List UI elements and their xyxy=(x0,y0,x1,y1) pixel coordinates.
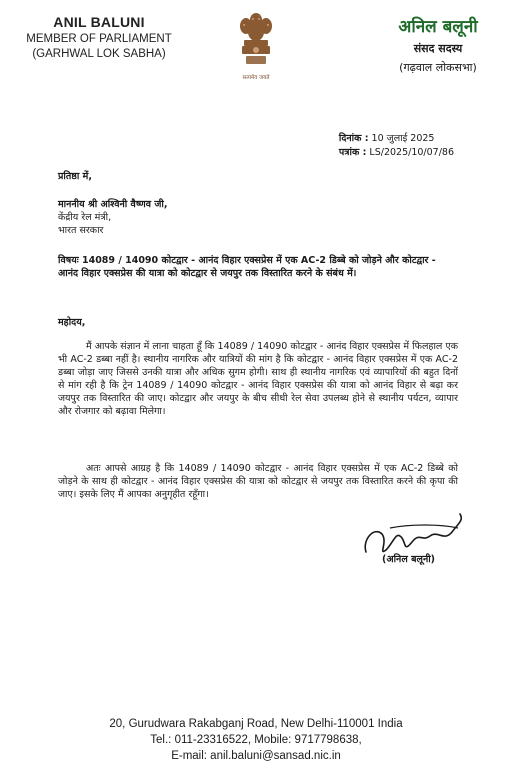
addressee-block xyxy=(58,198,458,237)
designation-hindi: संसद सदस्य xyxy=(413,42,463,55)
body-paragraph-2: अतः आपसे आग्रह है कि 14089 / 14090 कोटद्वार - आनंद विहार एक्सप्रेस में एक AC-2 डिब्बे को जोड़ने के साथ ही कोटद्वार - आनंद विहार एक्सप्रेस की यात्रा को कोटद्वार से जयपुर तक विस्तारित करने की कृपा की जाए। इसके लिए मैं आपका अनुगृहीत रहूँगा। xyxy=(58,463,458,500)
header-hindi xyxy=(368,14,508,75)
date-label: दिनांक : xyxy=(338,133,369,144)
addressee-name: माननीय श्री अश्विनी वैष्णव जी, xyxy=(58,199,168,210)
footer-phones: Tel.: 011-23316522, Mobile: 9717798638, xyxy=(150,734,362,746)
reference-label: पत्रांक : xyxy=(338,147,367,158)
signatory-name: (अनिल बलूनी) xyxy=(382,554,436,565)
lion-capital-icon xyxy=(236,10,276,72)
addressee-title: केंद्रीय रेल मंत्री, xyxy=(58,212,112,223)
designation-english: MEMBER OF PARLIAMENT xyxy=(26,33,172,45)
footer-email: E-mail: anil.baluni@sansad.nic.in xyxy=(171,750,341,762)
constituency-english: (GARHWAL LOK SABHA) xyxy=(32,48,166,60)
constituency-hindi: (गढ़वाल लोकसभा) xyxy=(399,61,477,74)
pratishtha-line: प्रतिष्ठा में, xyxy=(58,171,92,182)
signature-block xyxy=(360,512,470,572)
letterhead-footer xyxy=(0,716,512,764)
mp-name-english: ANIL BALUNI xyxy=(53,14,145,30)
footer-address: 20, Gurudwara Rakabganj Road, New Delhi-110001 India xyxy=(109,718,403,730)
date-value: 10 जुलाई 2025 xyxy=(368,133,435,144)
national-emblem xyxy=(228,10,284,81)
date-line xyxy=(339,132,454,146)
subject-line: विषयः 14089 / 14090 कोटद्वार - आनंद विहार एक्सप्रेस में एक AC-2 डिब्बे को जोड़ने और कोटद्वार - आनंद विहार एक्सप्रेस की यात्रा को कोटद्वार से जयपुर तक विस्तारित करने के संबंध में। xyxy=(58,255,436,279)
reference-value: LS/2025/10/07/86 xyxy=(366,147,454,158)
letter-meta xyxy=(339,132,454,160)
emblem-motto: सत्यमेव जयते xyxy=(242,75,270,81)
header-english xyxy=(14,14,184,60)
body-paragraph-1: मैं आपके संज्ञान में लाना चाहता हूँ कि 14089 / 14090 कोटद्वार - आनंद विहार एक्सप्रेस में फिलहाल एक भी AC-2 डब्बा नहीं है। स्थानीय नागरिक और यात्रियों की मांग है कि कोटद्वार - आनंद विहार एक्सप्रेस में एक AC-2 डब्बा जोड़ा जाए जिससे उनकी यात्रा और अधिक सुगम होगी। साथ ही स्थानीय नागरिक एवं व्यापारियों की बहुत दिनों से मांग रही है कि ट्रेन 14089 / 14090 कोटद्वार - आनंद विहार एक्सप्रेस की यात्रा को आनंद विहार से बढ़ा कर जयपुर तक विस्तारित की जाए। कोटद्वार और जयपुर के बीच सीधी रेल सेवा उपलब्ध होने से स्थानीय पर्यटन, व्यापार और रोजगार को बढ़ावा मिलेगा। xyxy=(58,341,458,417)
reference-line xyxy=(339,146,454,160)
mp-name-hindi: अनिल बलूनी xyxy=(398,17,478,37)
addressee-org: भारत सरकार xyxy=(58,225,104,236)
salutation: महोदय, xyxy=(58,317,86,328)
